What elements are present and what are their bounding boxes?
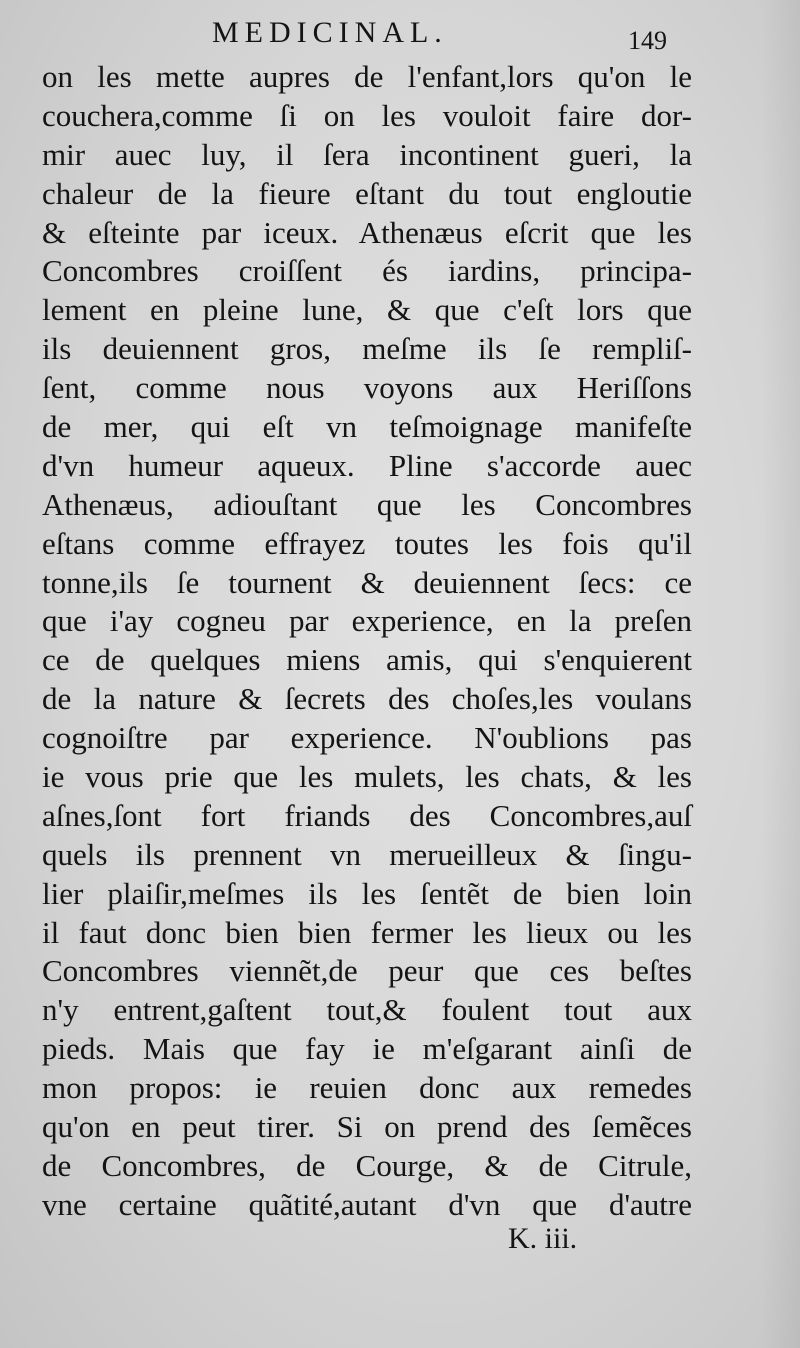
text-line: quels ils prennent vn merueilleux & ſingu-: [42, 836, 692, 872]
text-line: lier plaiſir,meſmes ils les ſentẽt de bien loin: [42, 875, 692, 911]
text-line: il faut donc bien bien fermer les lieux ou les: [42, 914, 692, 950]
text-line: cognoiſtre par experience. N'oublions pas: [42, 720, 692, 756]
running-head-title: MEDICINAL.: [212, 16, 448, 49]
text-line: ſent, comme nous voyons aux Heriſſons: [42, 370, 692, 406]
text-line: pieds. Mais que fay ie m'eſgarant ainſi de: [42, 1031, 692, 1067]
text-line: mon propos: ie reuien donc aux remedes: [42, 1070, 692, 1106]
text-line: de mer, qui eſt vn teſmoignage manifeſte: [42, 409, 692, 445]
text-line: ils deuiennent gros, meſme ils ſe rempliſ-: [42, 331, 692, 367]
text-line: que i'ay cogneu par experience, en la preſen: [42, 603, 692, 639]
text-line: lement en pleine lune, & que c'eſt lors que: [42, 292, 692, 328]
text-line: aſnes,ſont fort friands des Concombres,auſ: [42, 797, 692, 833]
running-head: [0, 14, 800, 54]
text-line: d'vn humeur aqueux. Pline s'accorde auec: [42, 447, 692, 483]
text-line: n'y entrent,gaſtent tout,& foulent tout aux: [42, 992, 692, 1028]
body-text: [42, 58, 692, 1225]
text-line: on les mette aupres de l'enfant,lors qu'on le: [42, 59, 692, 94]
text-line: de Concombres, de Courge, & de Citrule,: [42, 1147, 692, 1183]
page-edge-shadow: [760, 0, 800, 1348]
text-line: couchera,comme ſi on les vouloit faire dor-: [42, 97, 692, 133]
text-line: ce de quelques miens amis, qui s'enquierent: [42, 642, 692, 678]
text-line: Concombres viennẽt,de peur que ces beſtes: [42, 953, 692, 989]
text-line: chaleur de la fieure eſtant du tout engloutie: [42, 175, 692, 211]
text-line: Concombres croiſſent és iardins, principa-: [42, 253, 692, 289]
text-line: tonne,ils ſe tournent & deuiennent ſecs: ce: [42, 564, 692, 600]
text-line: eſtans comme effrayez toutes les fois qu'il: [42, 525, 692, 561]
text-line: Athenæus, adiouſtant que les Concombres: [42, 486, 692, 522]
text-line: qu'on en peut tirer. Si on prend des ſemẽces: [42, 1109, 692, 1145]
text-line: ie vous prie que les mulets, les chats, & les: [42, 759, 692, 795]
text-line: & eſteinte par iceux. Athenæus eſcrit que les: [42, 214, 692, 250]
text-line: vne certaine quãtité,autant d'vn que d'autre: [42, 1186, 692, 1222]
signature-mark: K. iii.: [508, 1222, 578, 1255]
page-number: 149: [628, 26, 667, 55]
text-line: de la nature & ſecrets des choſes,les voulans: [42, 681, 692, 717]
text-line: mir auec luy, il ſera incontinent gueri, la: [42, 136, 692, 172]
